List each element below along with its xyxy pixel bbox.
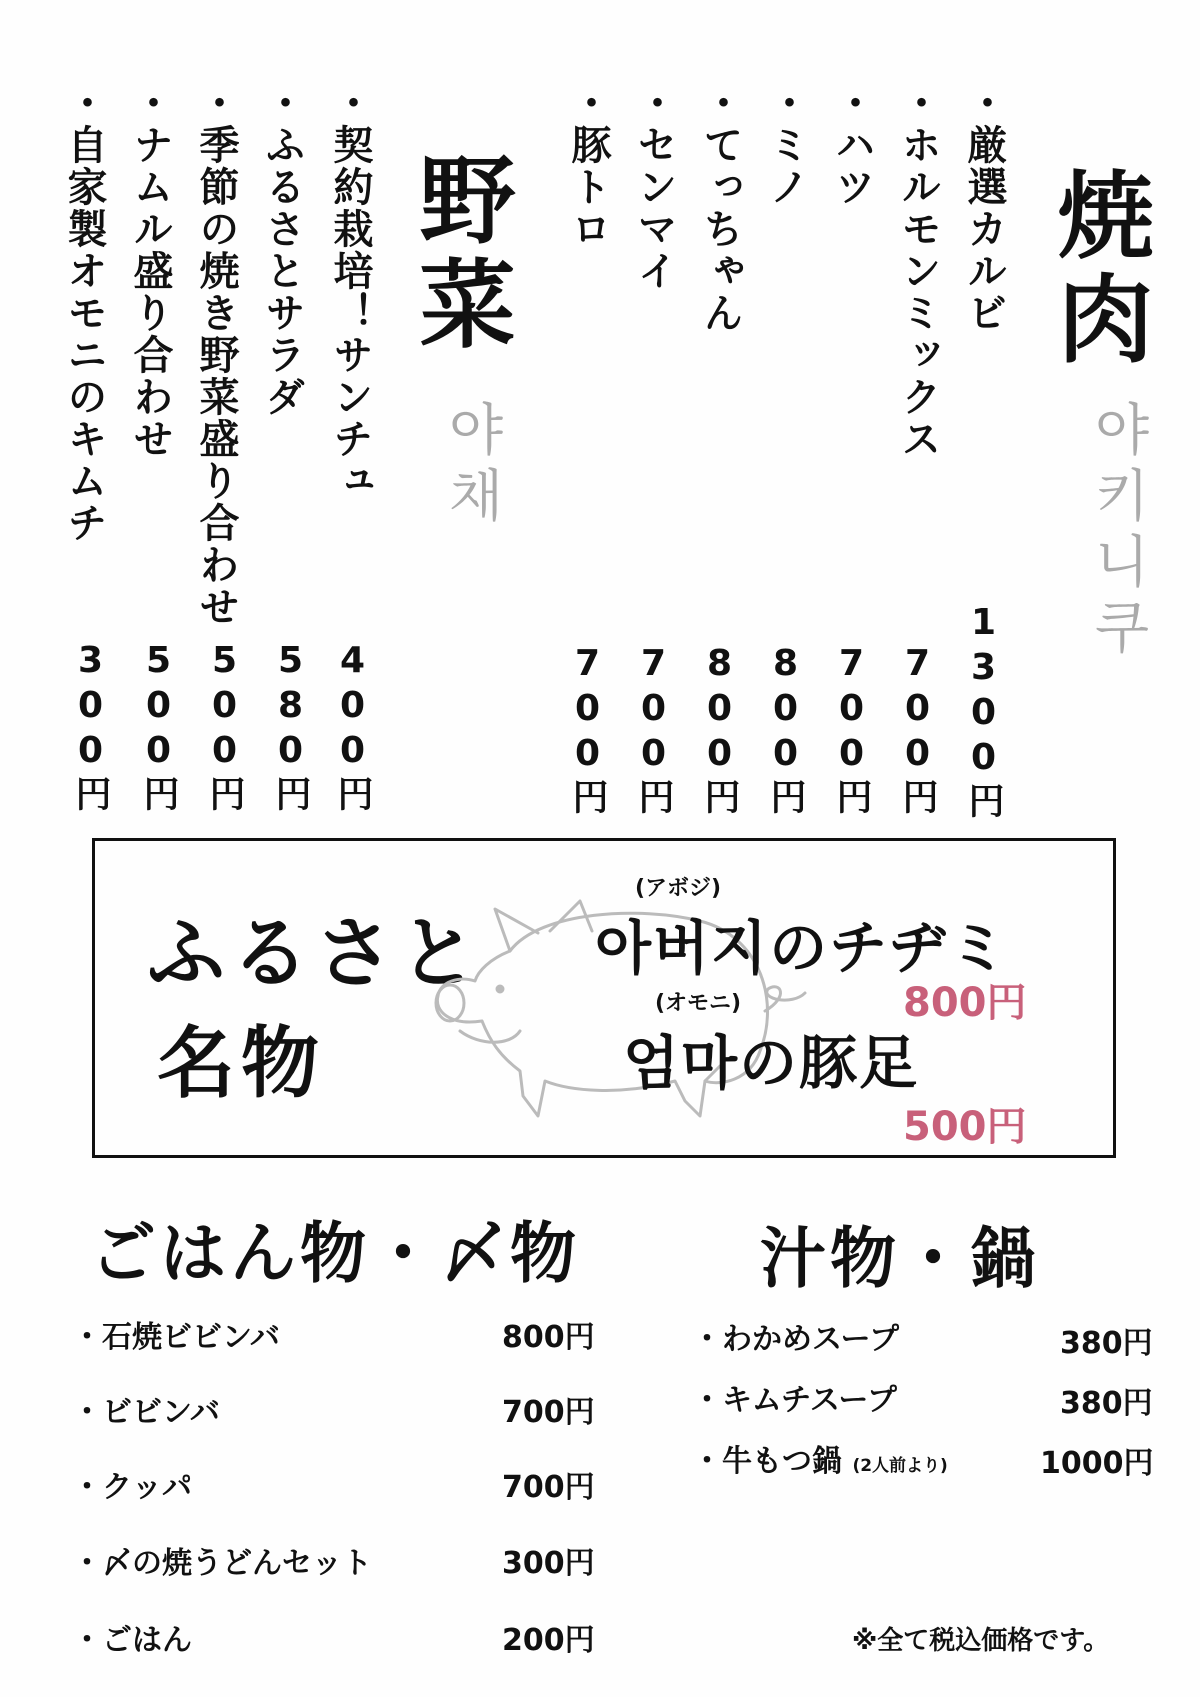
soup-item-name: ・キムチスープ [692,1383,897,1418]
yakiniku-item-price: 700円 [897,643,938,818]
yakiniku-title: 焼肉 [1042,165,1155,373]
tax-note: ※全て税込価格です。 [852,1626,1110,1656]
special-2-ruby: (オモニ) [655,991,742,1016]
special-1-name: 아버지のチヂミ [595,914,1010,982]
soup-item-name-row [692,1436,948,1480]
yasai-item-price: 400円 [332,640,373,815]
yakiniku-item-name: ・センマイ [631,82,677,292]
specials-box [92,838,1116,1158]
yasai-item-name: ・季節の焼き野菜盛り合わせ [193,82,239,628]
yasai-korean-label: 야채 [439,400,504,532]
yakiniku-item-price: 1300円 [963,602,1004,822]
soup-item-price: 380円 [1060,1386,1153,1421]
soup-item-name: ・わかめスープ [692,1322,899,1357]
rice-item-price: 300円 [502,1546,595,1581]
yasai-item-price: 500円 [138,640,179,815]
soup-item-name: ・牛もつ鍋 [692,1444,842,1479]
yakiniku-item-price: 700円 [567,643,608,818]
soup-section-title: 汁物・鍋 [760,1220,1040,1297]
rice-item-name: ・クッパ [72,1470,192,1505]
yakiniku-item-name: ・てっちゃん [697,82,743,334]
rice-item-name: ・ごはん [72,1623,192,1658]
rice-item-price: 700円 [502,1470,595,1505]
yakiniku-item-price: 700円 [633,643,674,818]
yasai-item-price: 300円 [70,640,111,815]
yakiniku-item-name: ・ミノ [763,82,809,208]
special-1-price: 800円 [903,980,1027,1026]
yasai-item-name: ・ナムル盛り合わせ [127,82,173,460]
yakiniku-korean-label: 야키니쿠 [1085,400,1150,664]
rice-item-price: 200円 [502,1623,595,1658]
yakiniku-item-name: ・厳選カルビ [961,82,1007,334]
yakiniku-item-price: 800円 [765,643,806,818]
soup-item-price: 1000円 [1040,1446,1154,1481]
yasai-item-name: ・契約栽培！サンチュ [327,82,373,502]
rice-item-name: ・ビビンバ [72,1395,220,1430]
soup-item-price: 380円 [1060,1326,1153,1361]
yakiniku-item-name: ・豚トロ [565,82,611,250]
specials-title-line2: 名物 [157,1019,326,1109]
soup-item-note: (2人前より) [852,1456,948,1476]
special-2-name: 엄마の豚足 [623,1029,920,1097]
rice-item-price: 800円 [502,1320,595,1355]
rice-section-title: ごはん物・〆物 [90,1215,580,1292]
specials-title-line1: ふるさと [147,909,484,999]
rice-item-name: ・石焼ビビンバ [72,1320,280,1355]
yakiniku-item-name: ・ハツ [829,82,875,208]
yasai-item-price: 580円 [270,640,311,815]
yasai-item-name: ・ふるさとサラダ [259,82,305,418]
yasai-item-name: ・自家製オモニのキムチ [61,82,107,544]
yakiniku-item-price: 700円 [831,643,872,818]
yasai-title: 野菜 [404,150,517,358]
yasai-item-price: 500円 [204,640,245,815]
rice-item-name: ・〆の焼うどんセット [72,1546,372,1581]
special-2-price: 500円 [903,1104,1027,1150]
special-1-ruby: (アボジ) [635,876,722,901]
yakiniku-item-price: 800円 [699,643,740,818]
yakiniku-item-name: ・ホルモンミックス [895,82,941,460]
rice-item-price: 700円 [502,1395,595,1430]
